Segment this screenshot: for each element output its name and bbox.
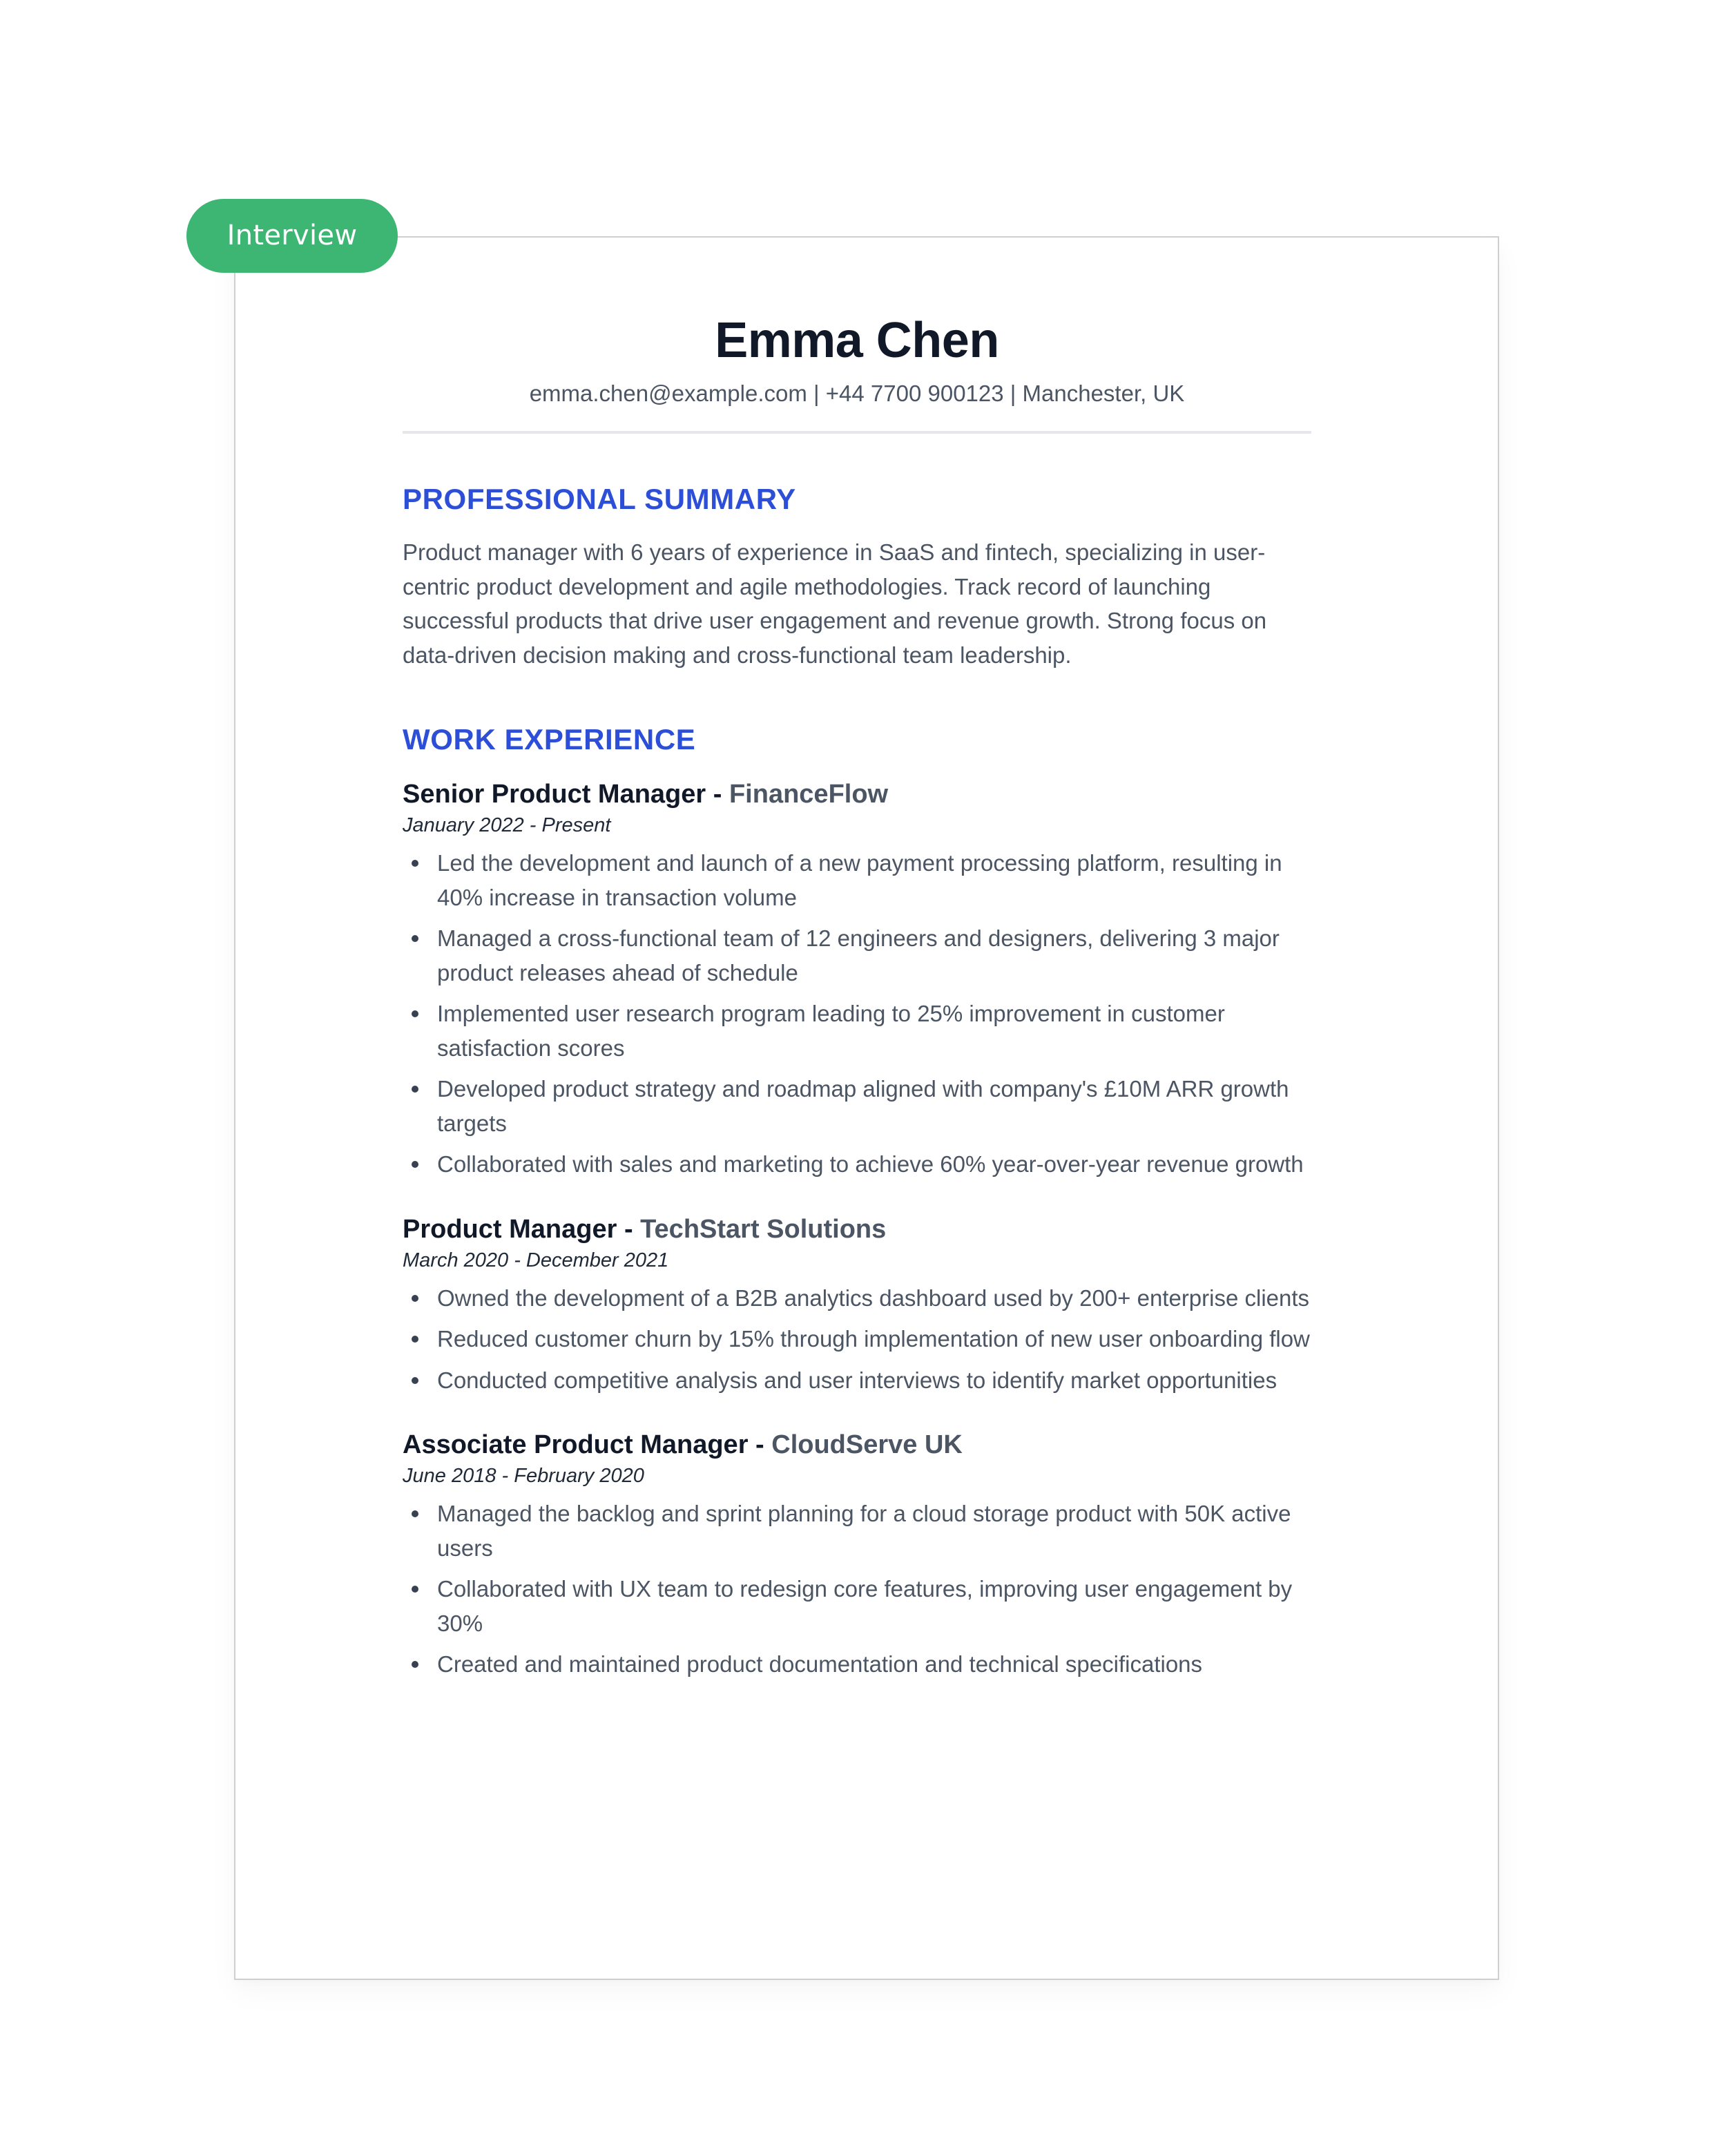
bullet-icon — [412, 1161, 418, 1168]
bullet-text: Reduced customer churn by 15% through implementation of new user onboarding flow — [437, 1326, 1310, 1352]
list-item — [403, 1647, 1321, 1682]
resume-header — [403, 297, 1311, 409]
bullet-icon — [412, 1086, 418, 1093]
bullet-text: Led the development and launch of a new payment processing platform, resulting in 40% increase in transaction volume — [437, 850, 1282, 910]
list-item — [403, 1363, 1321, 1398]
job-company: FinanceFlow — [729, 780, 889, 809]
job-entry — [403, 777, 1311, 1182]
list-item — [403, 997, 1321, 1065]
section-title-summary: PROFESSIONAL SUMMARY — [403, 483, 796, 515]
bullet-icon — [412, 1586, 418, 1593]
job-entry — [403, 1212, 1311, 1398]
bullet-text: Conducted competitive analysis and user interviews to identify market opportunities — [437, 1367, 1277, 1393]
job-bullets — [403, 1497, 1311, 1682]
header-divider — [403, 431, 1311, 434]
bullet-text: Managed the backlog and sprint planning for a cloud storage product with 50K active users — [437, 1501, 1291, 1561]
job-heading — [403, 1428, 1311, 1462]
job-title: Associate Product Manager - — [403, 1430, 772, 1459]
job-dates: June 2018 - February 2020 — [403, 1465, 644, 1487]
bullet-icon — [412, 1010, 418, 1017]
list-item — [403, 1497, 1321, 1565]
bullet-icon — [412, 860, 418, 867]
status-badge: Interview — [186, 199, 398, 273]
summary-text: Product manager with 6 years of experience in SaaS and fintech, specializing in user-centric product development and agile methodologies. Track record of launching successful products that drive user engagement and revenue growth. Strong focus on data-driven decision making and cross-functional team leadership. — [403, 539, 1267, 668]
list-item — [403, 1281, 1321, 1316]
contact-info: emma.chen@example.com | +44 7700 900123 | Manchester, UK — [529, 381, 1185, 406]
job-bullets — [403, 846, 1311, 1182]
candidate-name: Emma Chen — [715, 313, 999, 368]
job-company: CloudServe UK — [771, 1430, 963, 1459]
bullet-icon — [412, 1336, 418, 1343]
job-company: TechStart Solutions — [640, 1214, 887, 1244]
list-item — [403, 1147, 1321, 1182]
list-item — [403, 1072, 1321, 1140]
list-item — [403, 1572, 1321, 1640]
list-item — [403, 921, 1321, 990]
job-title: Senior Product Manager - — [403, 780, 729, 809]
bullet-icon — [412, 1661, 418, 1668]
bullet-text: Managed a cross-functional team of 12 engineers and designers, delivering 3 major product releases ahead of schedule — [437, 925, 1280, 986]
job-dates: January 2022 - Present — [403, 814, 611, 836]
job-entry — [403, 1428, 1311, 1682]
bullet-text: Collaborated with sales and marketing to achieve 60% year-over-year revenue growth — [437, 1151, 1304, 1177]
work-experience-section — [403, 720, 1311, 1682]
bullet-text: Collaborated with UX team to redesign core features, improving user engagement by 30% — [437, 1576, 1293, 1636]
bullet-text: Owned the development of a B2B analytics dashboard used by 200+ enterprise clients — [437, 1285, 1310, 1311]
list-item — [403, 846, 1321, 914]
section-title-work-experience: WORK EXPERIENCE — [403, 723, 696, 756]
bullet-text: Created and maintained product documentation and technical specifications — [437, 1651, 1203, 1677]
job-heading — [403, 1212, 1311, 1247]
summary-section — [403, 480, 1311, 672]
bullet-icon — [412, 1377, 418, 1384]
job-title: Product Manager - — [403, 1214, 641, 1244]
bullet-icon — [412, 1295, 418, 1302]
job-bullets — [403, 1281, 1311, 1398]
bullet-icon — [412, 1510, 418, 1517]
list-item — [403, 1322, 1321, 1356]
bullet-icon — [412, 935, 418, 942]
bullet-text: Implemented user research program leading to 25% improvement in customer satisfaction scores — [437, 1001, 1225, 1061]
bullet-text: Developed product strategy and roadmap aligned with company's £10M ARR growth targets — [437, 1076, 1289, 1136]
job-dates: March 2020 - December 2021 — [403, 1249, 669, 1271]
resume-content — [403, 297, 1311, 1689]
job-heading — [403, 777, 1311, 811]
